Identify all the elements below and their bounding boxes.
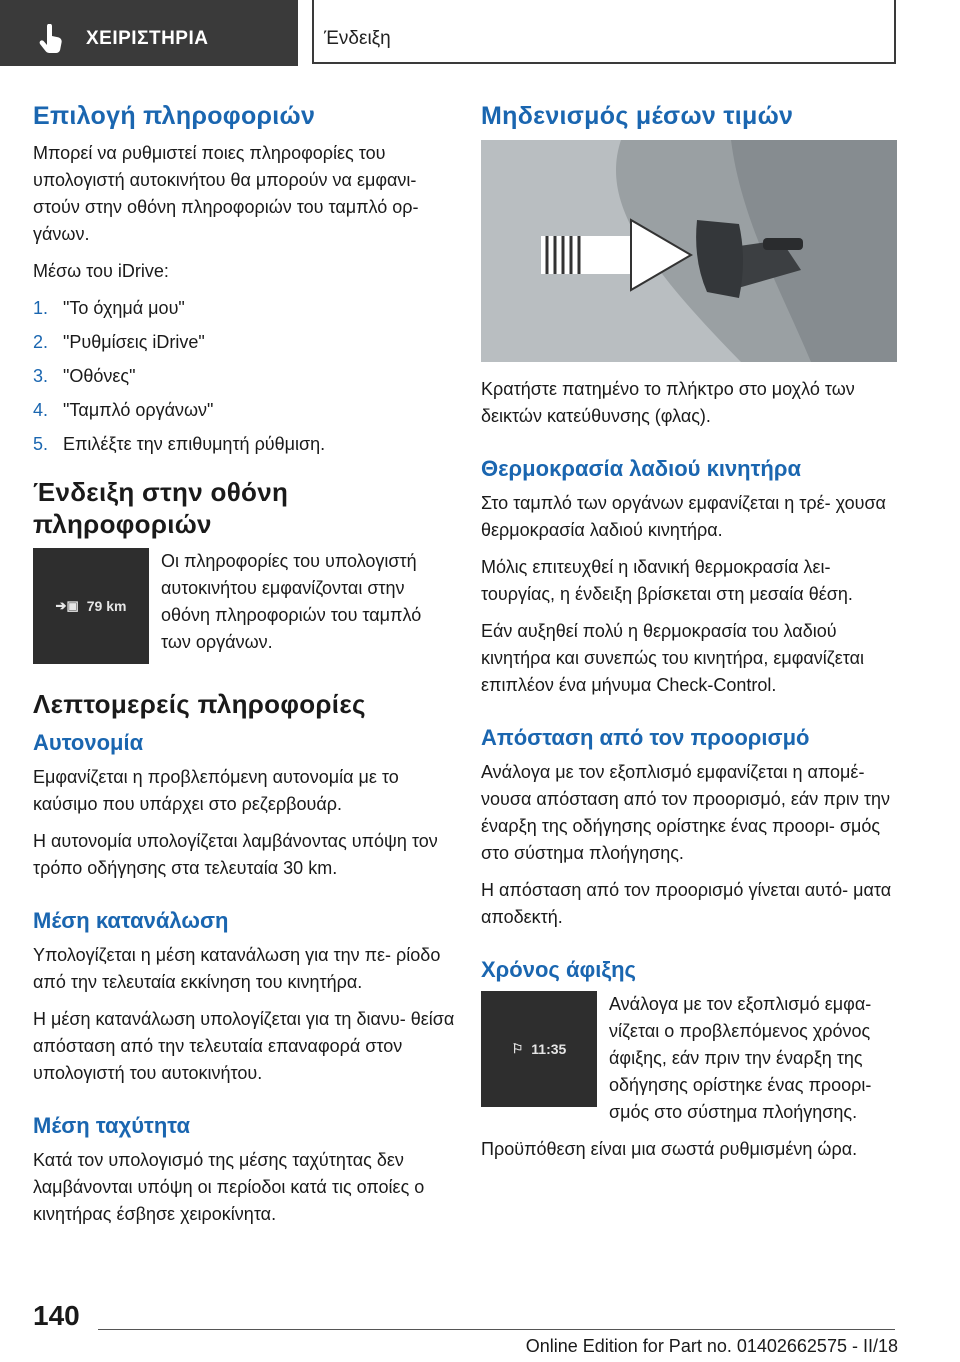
range-text-1: Εμφανίζεται η προβλεπόμενη αυτονομία με το καύσιμο που υπάρχει στο ρεζερβουάρ.: [33, 767, 399, 814]
consumption-heading: Μέση κατανάλωση: [33, 908, 229, 933]
list-item: [33, 295, 455, 322]
turn-signal-lever-photo: [481, 140, 897, 362]
step-number: 3.: [33, 366, 49, 386]
consumption-text-1: Υπολογίζεται η μέση κατανάλωση για την πε- ρίοδο από την τελευταία εκκίνηση του κινητήρα.: [33, 945, 441, 992]
flag-icon: ⚐: [511, 1041, 524, 1056]
reset-text: Κρατήστε πατημένο το πλήκτρο στο μοχλό των δεικτών κατεύθυνσης (φλας).: [481, 379, 855, 426]
step-number: 1.: [33, 298, 49, 318]
left-column: [33, 100, 455, 1238]
section-tab: [0, 0, 298, 66]
arrival-heading: Χρόνος άφιξης: [481, 957, 636, 982]
oil-heading: Θερμοκρασία λαδιού κινητήρα: [481, 456, 802, 481]
edition-note: Online Edition for Part no. 01402662575 - II/18: [525, 1336, 898, 1356]
selection-via: Μέσω του iDrive:: [33, 261, 169, 281]
list-item: [33, 397, 455, 424]
arrival-display-value: 11:35: [531, 1041, 567, 1057]
oil-text-3: Εάν αυξηθεί πολύ η θερμοκρασία του λαδιού κινητήρα και συνεπώς του κινητήρα, εμφανίζεται επιπλέον ένα μήνυμα Check-Control.: [481, 621, 865, 695]
list-item: [33, 431, 455, 458]
selection-intro: Μπορεί να ρυθμιστεί ποιες πληροφορίες του υπολογιστή αυτοκινήτου θα μπορούν να εμφανι- στούν στην οθόνη πληροφοριών του ταμπλό ορ- γάνων.: [33, 143, 419, 244]
display-heading: Ένδειξη στην οθόνη πληροφοριών: [33, 477, 289, 539]
distance-text-1: Ανάλογα με τον εξοπλισμό εμφανίζεται η απομέ- νουσα απόσταση από τον προορισμό, εάν πριν την έναρξη της οδήγησης ορίστηκε ένας προορι- σμός στο σύστημα πλοήγησης.: [481, 762, 891, 863]
arrival-text: Ανάλογα με τον εξοπλισμό εμφα- νίζεται ο προβλεπόμενος χρόνος άφιξης, εάν πριν την έναρξη της οδήγησης ορίστηκε ένας προορι- σμός στο σύστημα πλοήγησης.: [609, 994, 872, 1122]
list-item: [33, 363, 455, 390]
list-item: [33, 329, 455, 356]
consumption-text-2: Η μέση κατανάλωση υπολογίζεται για τη διανυ- θείσα απόσταση από την τελευταία επαναφορά στον υπολογιστή του αυτοκινήτου.: [33, 1009, 455, 1083]
selection-heading: Επιλογή πληροφοριών: [33, 102, 316, 130]
arrival-display-image: [481, 991, 597, 1107]
page-number: 140: [33, 1300, 80, 1331]
reset-heading: Μηδενισμός μέσων τιμών: [481, 102, 794, 130]
step-number: 5.: [33, 434, 49, 454]
step-text: "Ρυθμίσεις iDrive": [63, 332, 205, 352]
oil-text-2: Μόλις επιτευχθεί η ιδανική θερμοκρασία λει- τουργίας, η ένδειξη βρίσκεται στη μεσαία θέση.: [481, 557, 853, 604]
speed-text: Κατά τον υπολογισμό της μέσης ταχύτητας δεν λαμβάνονται υπόψη οι περίοδοι κατά τις οποίες ο κινητήρας έσβησε χειροκίνητα.: [33, 1150, 425, 1224]
arrival-requirement: Προϋπόθεση είναι μια σωστά ρυθμισμένη ώρα.: [481, 1139, 858, 1159]
footer-divider: [98, 1329, 895, 1330]
distance-text-2: Η απόσταση από τον προορισμό γίνεται αυτό- ματα αποδεκτή.: [481, 880, 892, 927]
section-label: ΧΕΙΡΙΣΤΗΡΙΑ: [86, 28, 209, 49]
step-text: "Το όχημά μου": [63, 298, 185, 318]
page-header: [0, 0, 960, 66]
fuel-pump-icon: ➔▣: [55, 598, 79, 613]
details-heading: Λεπτομερείς πληροφορίες: [33, 689, 366, 719]
distance-heading: Απόσταση από τον προορισμό: [481, 725, 810, 750]
oil-text-1: Στο ταμπλό των οργάνων εμφανίζεται η τρέ- χουσα θερμοκρασία λαδιού κινητήρα.: [481, 493, 886, 540]
chapter-tab: [312, 0, 896, 64]
range-heading: Αυτονομία: [33, 730, 144, 755]
display-text: Οι πληροφορίες του υπολογιστή αυτοκινήτου εμφανίζονται στην οθόνη πληροφοριών του ταμπλό των οργάνων.: [161, 551, 422, 652]
right-column: [481, 100, 897, 1173]
step-text: "Ταμπλό οργάνων": [63, 400, 214, 420]
range-display-image: [33, 548, 149, 664]
range-text-2: Η αυτονομία υπολογίζεται λαμβάνοντας υπόψη τον τρόπο οδήγησης στα τελευταία 30 km.: [33, 831, 438, 878]
selection-steps: [33, 295, 455, 458]
chapter-label: Ένδειξη: [324, 28, 391, 49]
step-number: 2.: [33, 332, 49, 352]
step-text: Επιλέξτε την επιθυμητή ρύθμιση.: [63, 434, 326, 454]
speed-heading: Μέση ταχύτητα: [33, 1113, 191, 1138]
lever-illustration: [481, 140, 897, 362]
hand-pointer-icon: [38, 24, 66, 54]
range-display-value: 79 km: [86, 598, 127, 614]
display-figure: [33, 548, 455, 664]
step-number: 4.: [33, 400, 49, 420]
step-text: "Οθόνες": [63, 366, 136, 386]
arrival-figure: [481, 991, 897, 1126]
